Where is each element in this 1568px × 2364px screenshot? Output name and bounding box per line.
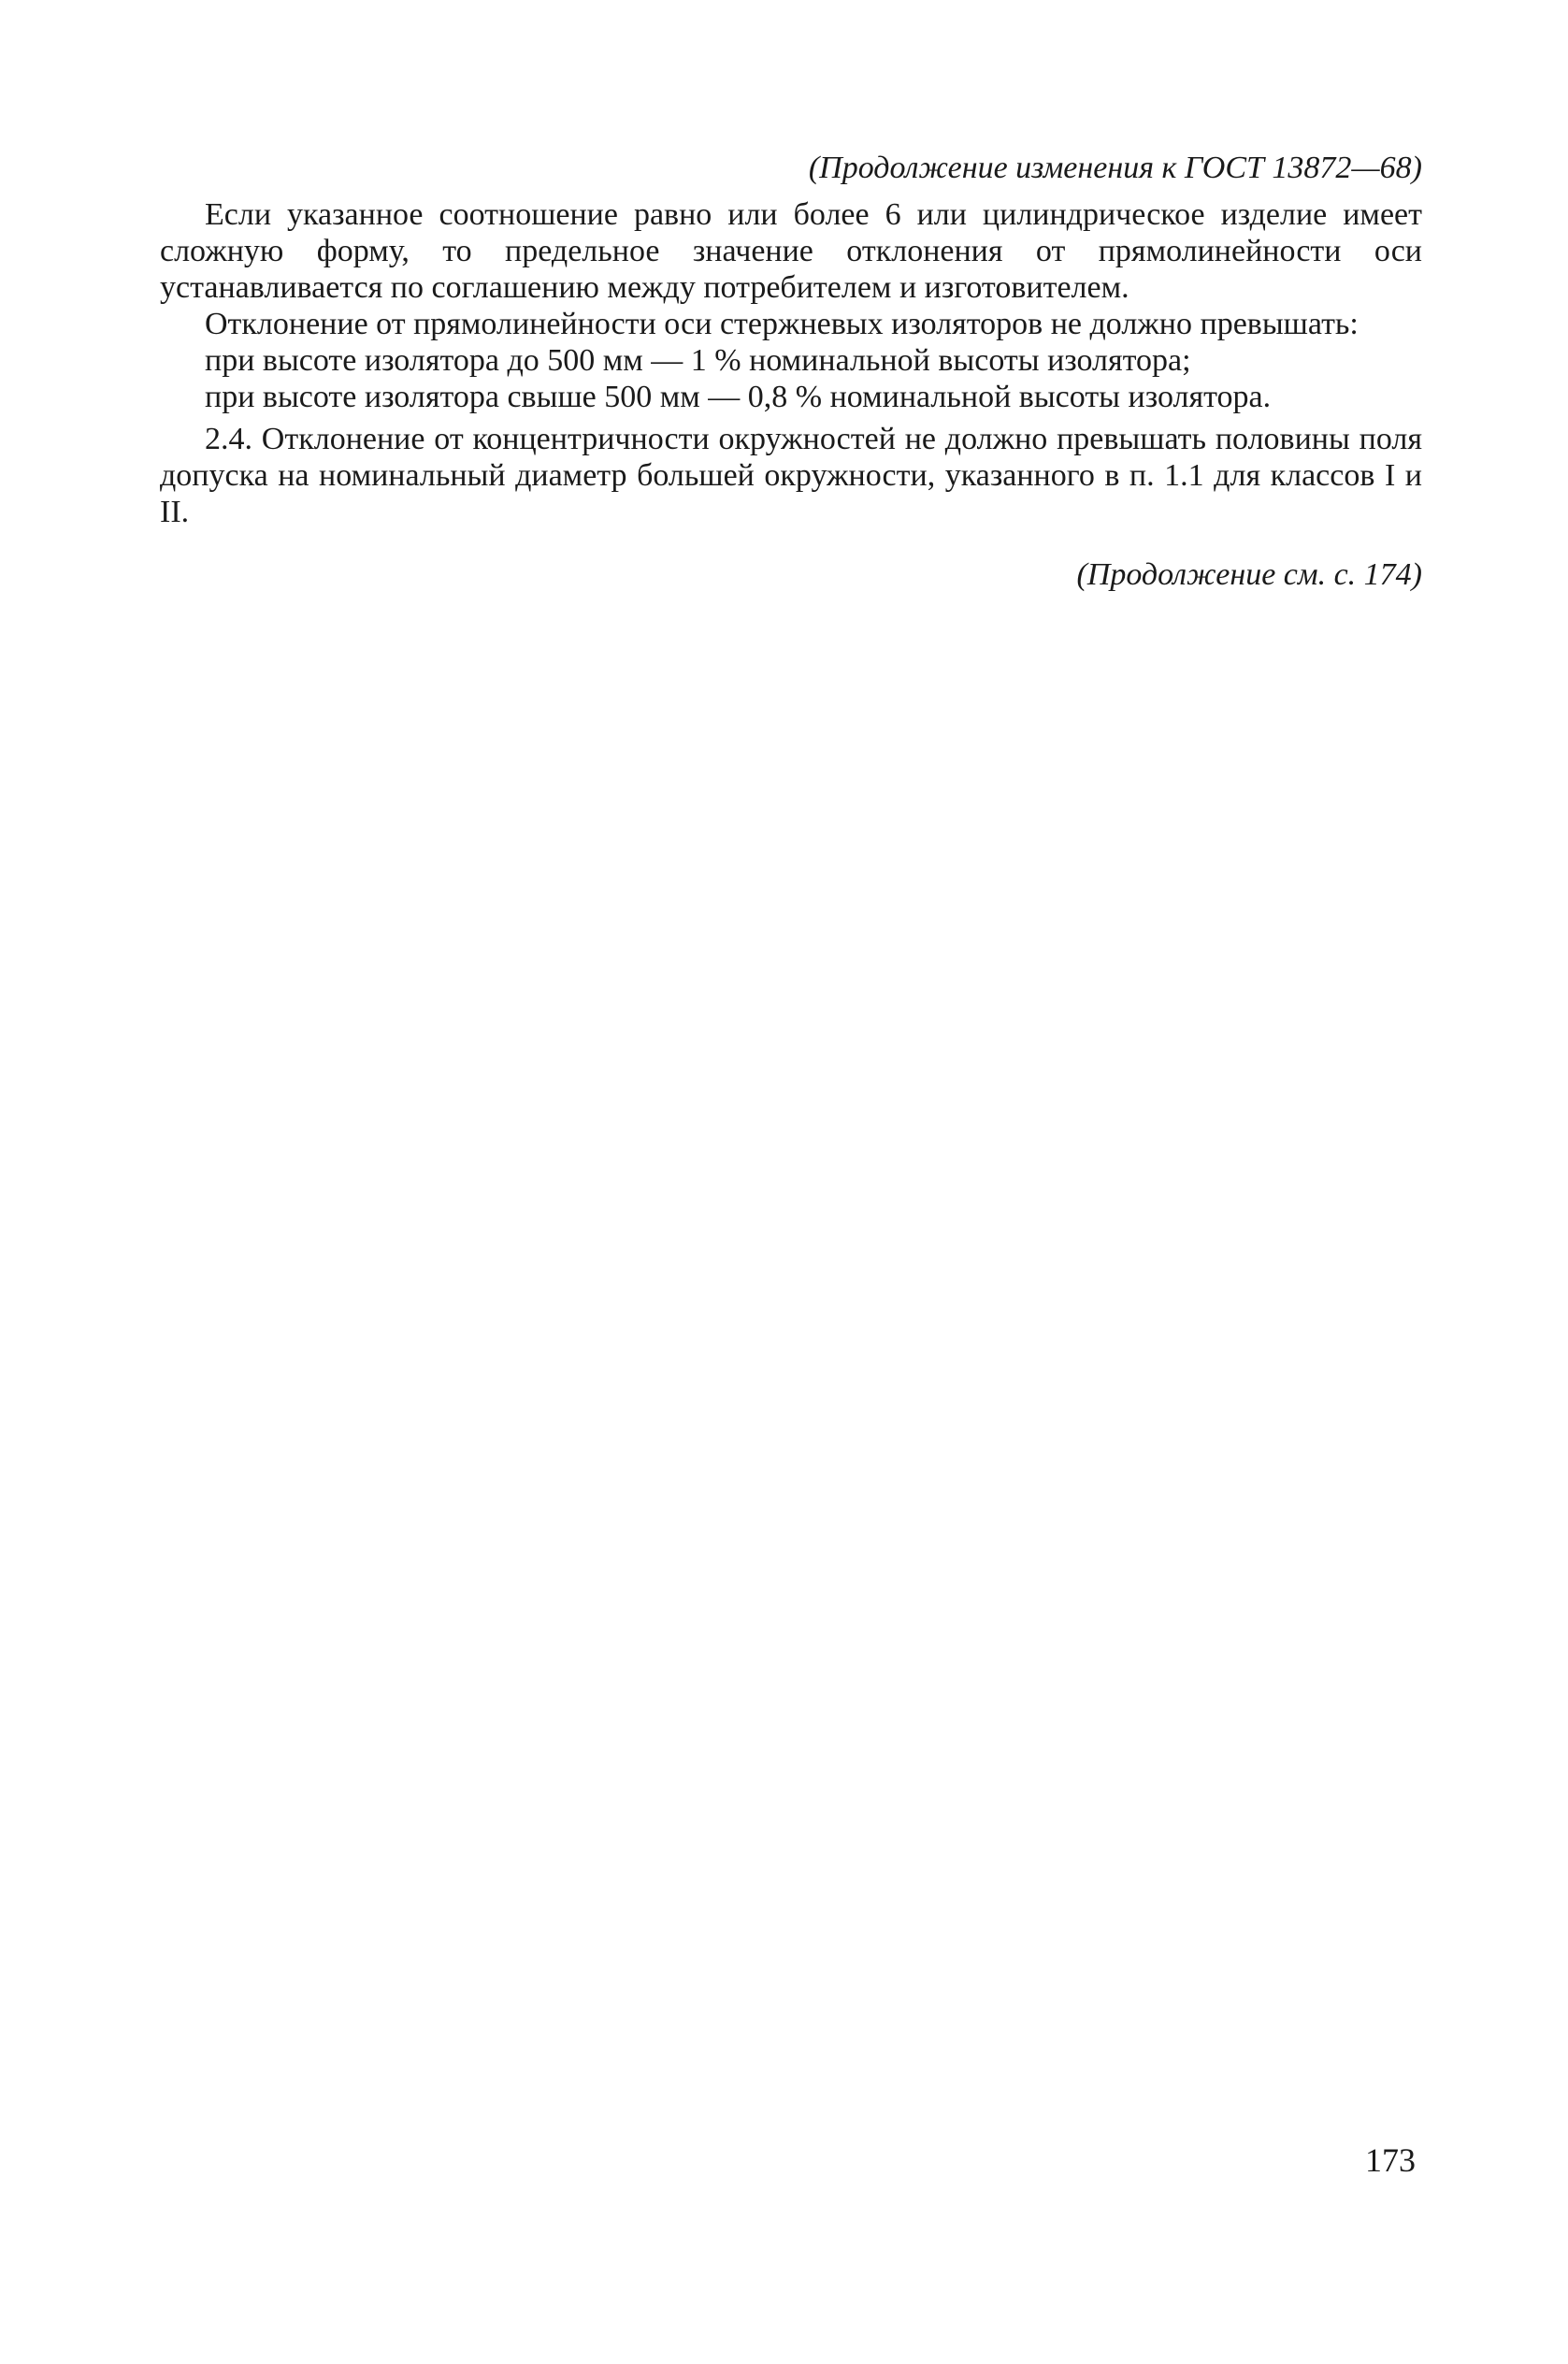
- continuation-header: (Продолжение изменения к ГОСТ 13872—68): [808, 151, 1422, 185]
- paragraph-axis-deviation: Отклонение от прямолинейности оси стержневых изоляторов не должно превышать:: [205, 307, 1359, 341]
- list-item-height-up-to-500: при высоте изолятора до 500 мм — 1 % номинальной высоты изолятора;: [205, 343, 1191, 378]
- page-content: [160, 150, 1422, 594]
- paragraph-section-2-4: 2.4. Отклонение от концентричности окружностей не должно превышать половины поля допуска на номинальный диаметр большей окружности, указанного в п. 1.1 для классов I и II.: [160, 422, 1422, 529]
- page-number: 173: [1365, 2141, 1416, 2179]
- paragraph-ratio-condition: Если указанное соотношение равно или более 6 или цилиндрическое изделие имеет сложную форму, то предельное значение отклонения от прямолинейности оси устанавливается по соглашению между потребителем и изготовителем.: [160, 197, 1422, 305]
- list-item-height-over-500: при высоте изолятора свыше 500 мм — 0,8 % номинальной высоты изолятора.: [205, 380, 1272, 414]
- continuation-footer: (Продолжение см. с. 174): [1076, 557, 1422, 592]
